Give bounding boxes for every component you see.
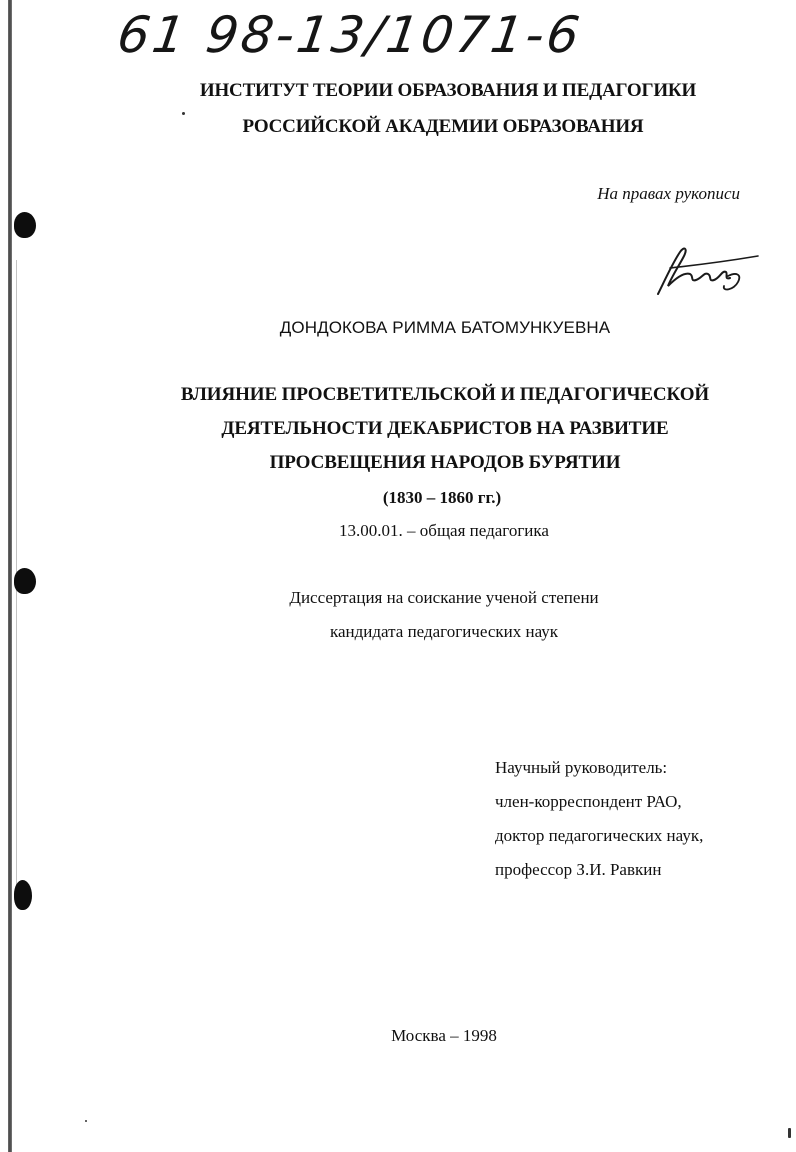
author-name: ДОНДОКОВА РИММА БАТОМУНКУЕВНА [279,318,611,337]
dissertation-line-1: Диссертация на соискание ученой степени [289,588,599,607]
place-and-year: Москва – 1998 [391,1026,497,1045]
signature-icon [650,242,762,300]
specialty-code: 13.00.01. – общая педагогика [339,521,549,540]
title-line-1: ВЛИЯНИЕ ПРОСВЕТИТЕЛЬСКОЙ И ПЕДАГОГИЧЕСКОЙ [180,384,710,405]
punch-hole-top [14,212,36,238]
supervisor-line-3: доктор педагогических наук, [495,826,704,845]
dissertation-line-2: кандидата педагогических наук [329,622,559,641]
title-line-3: ПРОСВЕЩЕНИЯ НАРОДОВ БУРЯТИИ [269,452,621,473]
punch-hole-middle [14,568,36,594]
institute-line-2: РОССИЙСКОЙ АКАДЕМИИ ОБРАЗОВАНИЯ [242,116,644,137]
handwritten-registry-code: 61 98-13/1071-6 [113,6,586,64]
institute-line-1: ИНСТИТУТ ТЕОРИИ ОБРАЗОВАНИЯ И ПЕДАГОГИКИ [199,80,697,101]
scan-speck [85,1120,87,1122]
title-line-2: ДЕЯТЕЛЬНОСТИ ДЕКАБРИСТОВ НА РАЗВИТИЕ [221,418,669,439]
supervisor-line-4: профессор З.И. Равкин [495,860,662,879]
manuscript-rights-note: На правах рукописи [597,184,740,203]
title-years: (1830 – 1860 гг.) [382,488,502,507]
supervisor-line-2: член-корреспондент РАО, [495,792,682,811]
punch-hole-bottom [14,880,32,910]
scan-speck [182,112,185,115]
scan-speck [788,1128,791,1138]
scan-binding-edge [8,0,12,1152]
supervisor-line-1: Научный руководитель: [495,758,668,777]
